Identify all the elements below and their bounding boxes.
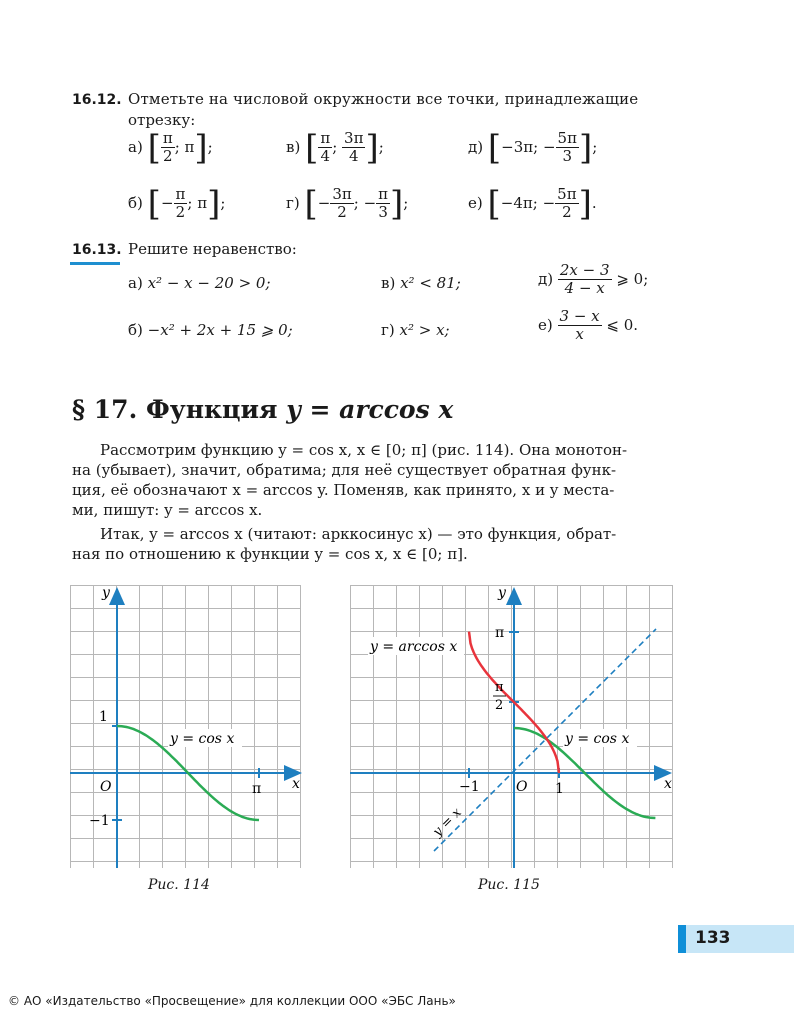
tick-label-pi: π [252,781,262,797]
x-axis-label: x [292,776,300,792]
tick-label-1: 1 [555,781,564,797]
problem-16-13-text: Решите неравенство: [128,240,297,258]
segment-item-d: д) [−3π; − $\frac{5\pi}{3}$ ]; [468,127,598,168]
segment-item-v: в) [ $\frac{\pi}{4}$ ; $\frac{3\pi}{4}$ ]; [286,127,384,168]
arccos-label: y = arccos x [370,639,458,655]
origin-label: O [100,779,112,795]
paragraph-line: ми, пишут: y = arccos x. [72,501,263,519]
x-axis-label: x [664,776,672,792]
inequality-a: а) x² − x − 20 > 0; [128,274,271,292]
tick-label-half-pi-num: π [495,680,504,695]
paragraph-line: на (убывает), значит, обратима; для неё существует обратная функ- [72,461,617,479]
page-number-accent [678,925,686,953]
segment-item-a: а) [ $\frac{\pi}{2}$ ; π]; [128,127,213,168]
paragraph-line: Рассмотрим функцию y = cos x, x ∈ [0; π] (рис. 114). Она монотон- [100,441,628,459]
y-axis-label: y [498,585,506,601]
paragraph-line: ция, её обозначают x = arccos y. Поменяв, как принято, x и y места- [72,481,615,499]
figure-115-caption: Рис. 115 [478,877,540,893]
cos-label: y = cos x [565,731,630,747]
figure-114-graph [70,585,304,868]
origin-label: O [516,779,528,795]
inequality-d: д) $\frac{2x - 3}{4 - x}$ ⩾ 0; [538,261,649,298]
segment-item-b: б) [− $\frac{\pi}{2}$ ; π]; [128,183,226,224]
paragraph-definition [72,524,676,564]
y-axis-label: y [102,585,110,601]
paragraph-intro [72,440,676,520]
figure-114-caption: Рис. 114 [148,877,210,893]
inequality-g: г) x² > x; [381,321,450,339]
problem-number-underline [70,262,120,265]
problem-16-12-text-cont: отрезку: [128,111,196,129]
tick-label-neg1: −1 [459,779,480,795]
line-label: y = x [430,805,465,840]
problem-16-12-text: Отметьте на числовой окружности все точки, принадлежащие [128,90,639,108]
paragraph-line: Итак, y = arccos x (читают: арккосинус x) — это функция, обрат- [100,525,617,543]
page-number: 133 [695,928,731,948]
figure-115-graph [350,585,678,868]
inequality-b: б) −x² + 2x + 15 ⩾ 0; [128,321,293,339]
tick-label-neg1: −1 [89,813,110,829]
tick-label-half-pi-den: 2 [495,698,504,713]
problem-number-16-12: 16.12. [72,92,122,108]
tick-label-pi: π [495,625,505,641]
inequality-e: е) $\frac{3 - x}{x}$ ⩽ 0. [538,307,639,344]
inequality-v: в) x² < 81; [381,274,461,292]
section-title: § 17. Функция y = arccos x [72,395,454,424]
segment-item-e: е) [−4π; − $\frac{5\pi}{2}$ ]. [468,183,597,224]
grid [350,585,673,868]
curve-label: y = cos x [170,731,235,747]
tick-label-1: 1 [99,709,108,725]
paragraph-line: ная по отношению к функции y = cos x, x ∈ [0; π]. [72,545,468,563]
segment-item-g: г) [− $\frac{3\pi}{2}$ ; − $\frac{\pi}{3}$ ]; [286,183,409,224]
copyright-footer: © АО «Издательство «Просвещение» для коллекции ООО «ЭБС Лань» [8,994,456,1008]
problem-number-16-13: 16.13. [72,242,122,258]
